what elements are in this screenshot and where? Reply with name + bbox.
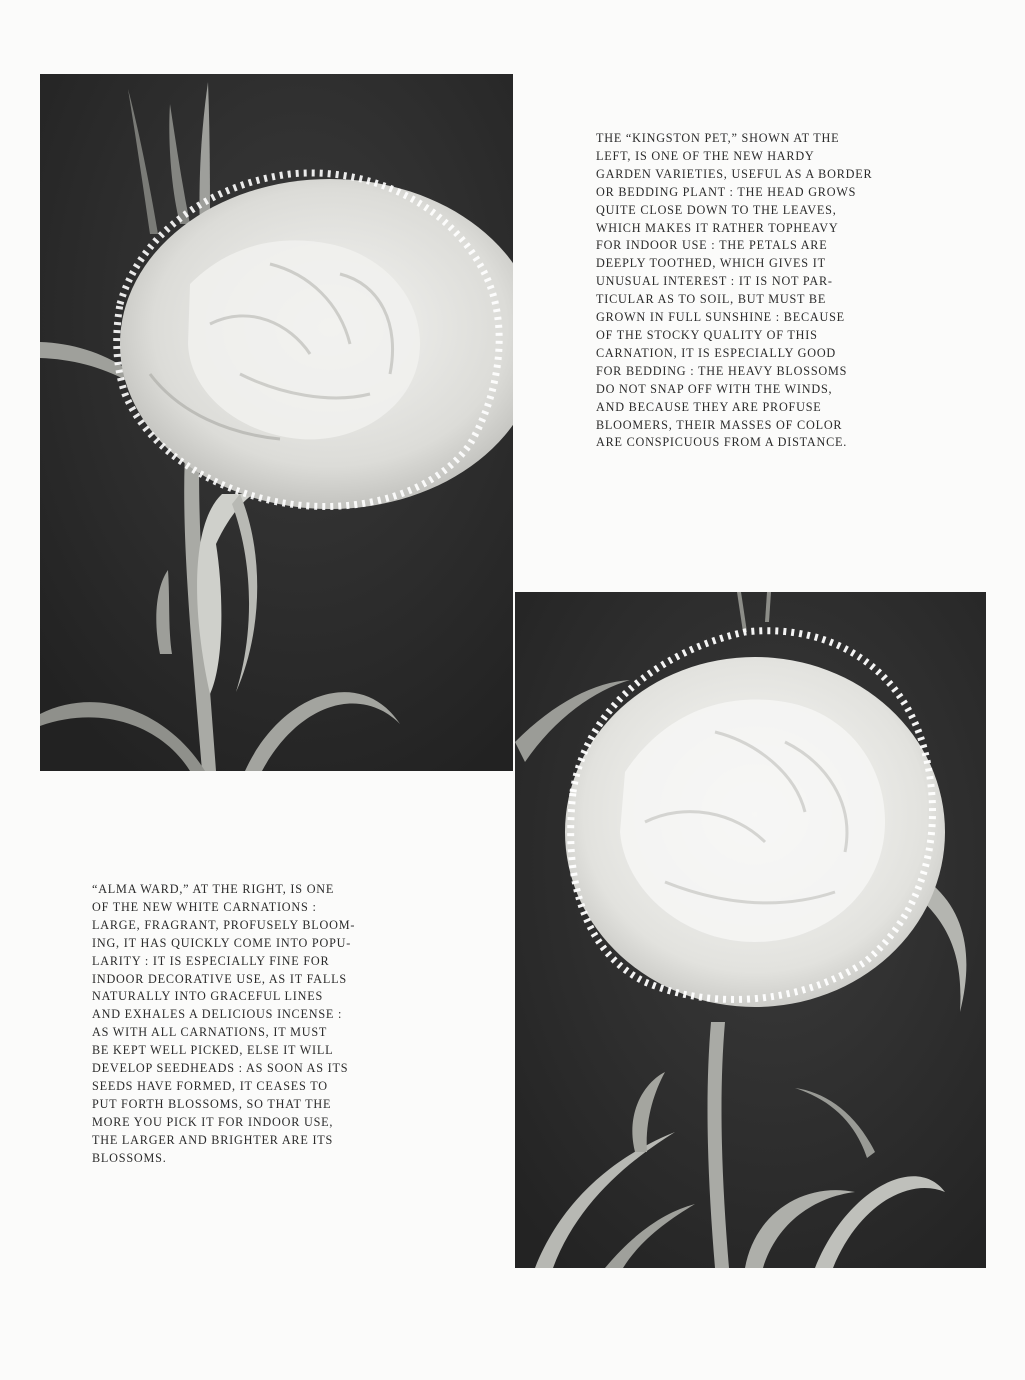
kingston-pet-carnation-photo [40, 74, 513, 771]
alma-ward-carnation-illustration [515, 592, 986, 1268]
kingston-pet-carnation-illustration [40, 74, 513, 771]
kingston-pet-caption: THE “KINGSTON PET,” SHOWN AT THE LEFT, IS ONE OF THE NEW HARDY GARDEN VARIETIES, USEFUL AS A BORDER OR BEDDING PLANT : THE HEAD GROWS QUITE CLOSE DOWN TO THE LEAVES, WHICH MAKES IT RATHER TOPHEAVY FOR INDOOR USE : THE PETALS ARE DEEPLY TOOTHED, WHICH GIVES IT UNUSUAL INTEREST : IT IS NOT PAR- TICULAR AS TO SOIL, BUT MUST BE GROWN IN FULL SUNSHINE : BECAUSE OF THE STOCKY QUALITY OF THIS CARNATION, IT IS ESPECIALLY GOOD FOR BEDDING : THE HEAVY BLOSSOMS DO NOT SNAP OFF WITH THE WINDS, AND BECAUSE THEY ARE PROFUSE BLOOMERS, THEIR MASSES OF COLOR ARE CONSPICUOUS FROM A DISTANCE. [596, 131, 873, 450]
alma-ward-carnation-photo [515, 592, 986, 1268]
alma-ward-caption: “ALMA WARD,” AT THE RIGHT, IS ONE OF THE NEW WHITE CARNATIONS : LARGE, FRAGRANT, PROFUSELY BLOOM- ING, IT HAS QUICKLY COME INTO POPU- LARITY : IT IS ESPECIALLY FINE FOR INDOOR DECORATIVE USE, AS IT FALLS NATURALLY INTO GRACEFUL LINES AND EXHALES A DELICIOUS INCENSE : AS WITH ALL CARNATIONS, IT MUST BE KEPT WELL PICKED, ELSE IT WILL DEVELOP SEEDHEADS : AS SOON AS ITS SEEDS HAVE FORMED, IT CEASES TO PUT FORTH BLOSSOMS, SO THAT THE MORE YOU PICK IT FOR INDOOR USE, THE LARGER AND BRIGHTER ARE ITS BLOSSOMS. [92, 882, 356, 1165]
